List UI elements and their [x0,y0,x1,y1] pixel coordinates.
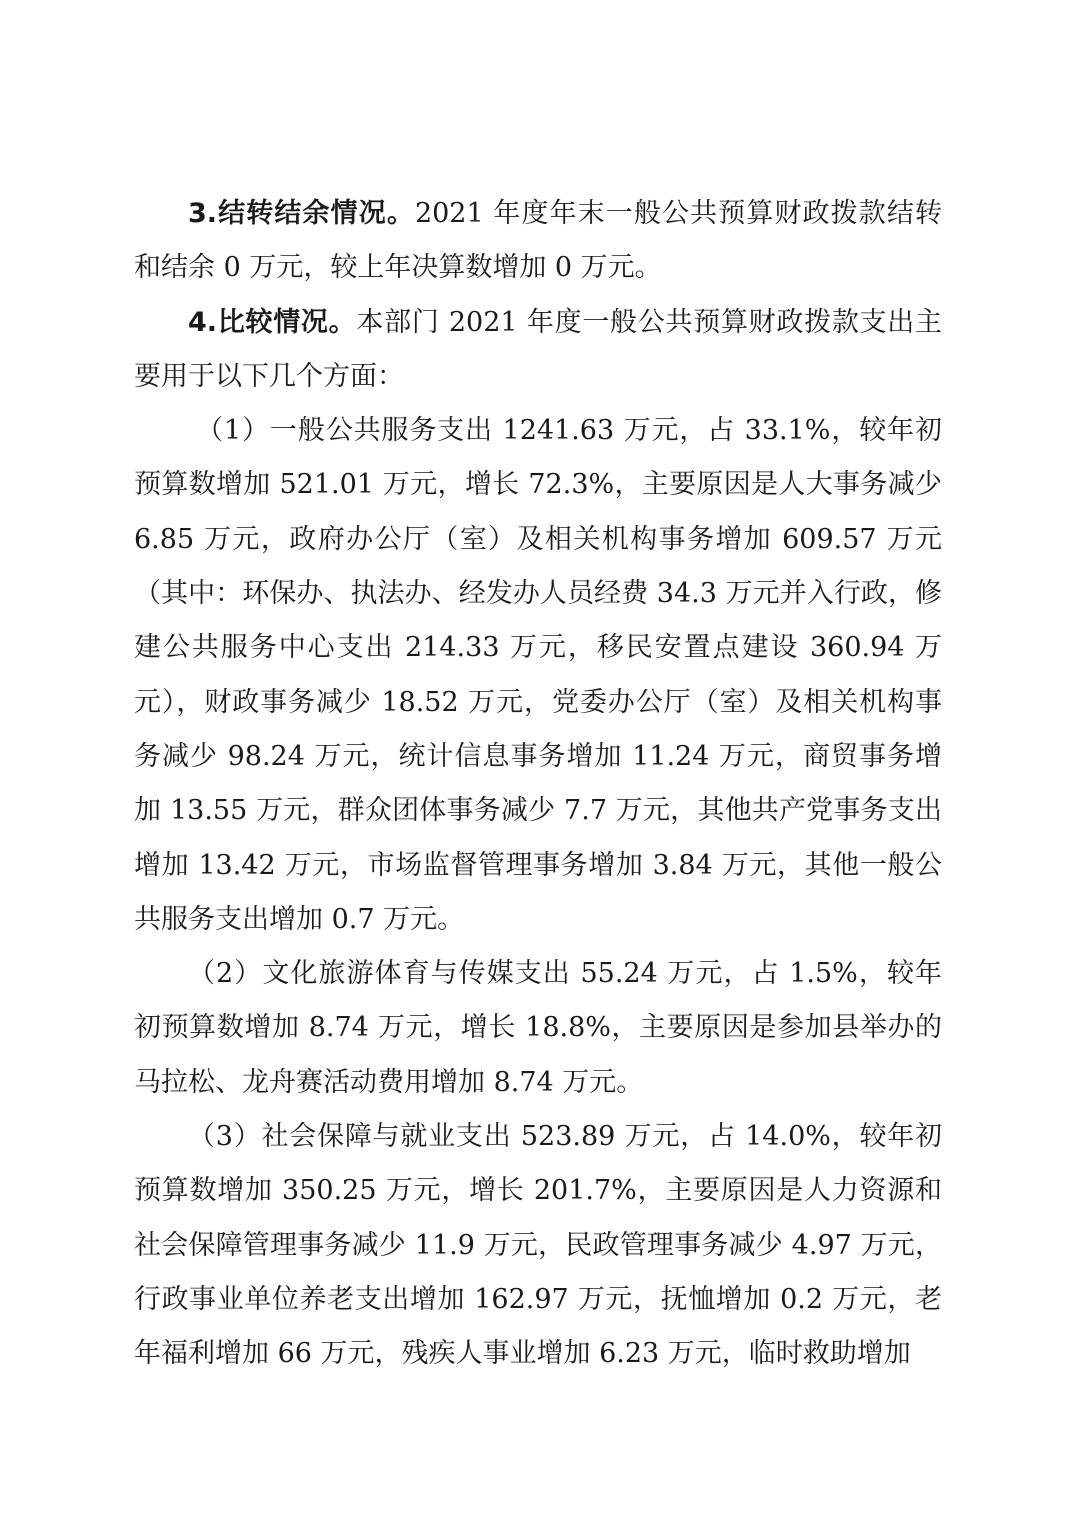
paragraph-text: （3）社会保障与就业支出 523.89 万元，占 14.0%，较年初预算数增加 350.25 万元，增长 201.7%，主要原因是人力资源和社会保障管理事务减少 11.9 万元，民政管理事务减少 4.97 万元，行政事业单位养老支出增加 162.97 万元，抚恤增加 0.2 万元，老年福利增加 66 万元，残疾人事业增加 6.23 万元，临时救助增加 [134,1121,942,1370]
paragraph-text: （2）文化旅游体育与传媒支出 55.24 万元，占 1.5%，较年初预算数增加 8.74 万元，增长 18.8%，主要原因是参加县举办的马拉松、龙舟赛活动费用增加 8.74 万元。 [134,958,942,1098]
paragraph-text: 2021 年度年末一般公共预算财政拨款结转和结余 0 万元，较上年决算数增加 0 万元。 [134,198,943,284]
paragraph-comparison [134,296,942,405]
paragraph-text: 本部门 2021 年度一般公共预算财政拨款支出主要用于以下几个方面： [134,306,942,392]
paragraph-general-public-services [134,404,942,947]
document-body [134,187,942,1382]
paragraph-social-security-employment [134,1110,942,1381]
paragraph-culture-tourism-sports [134,947,942,1110]
paragraph-text: （1）一般公共服务支出 1241.63 万元，占 33.1%，较年初预算数增加 521.01 万元，增长 72.3%，主要原因是人大事务减少 6.85 万元，政府办公厅（室）及相关机构事务增加 609.57 万元（其中：环保办、执法办、经发办人员经费 34.3 万元并入行政，修建公共服务中心支出 214.33 万元，移民安置点建设 360.94 万元），财政事务减少 18.52 万元，党委办公厅（室）及相关机构事务减少 98.24 万元，统计信息事务增加 11.24 万元，商贸事务增加 13.55 万元，群众团体事务减少 7.7 万元，其他共产党事务支出增加 13.42 万元，市场监督管理事务增加 3.84 万元，其他一般公共服务支出增加 0.7 万元。 [134,415,942,935]
paragraph-heading: 3.结转结余情况。 [188,198,415,229]
paragraph-heading: 4.比较情况。 [188,306,357,338]
paragraph-carryover-balance [134,187,942,296]
